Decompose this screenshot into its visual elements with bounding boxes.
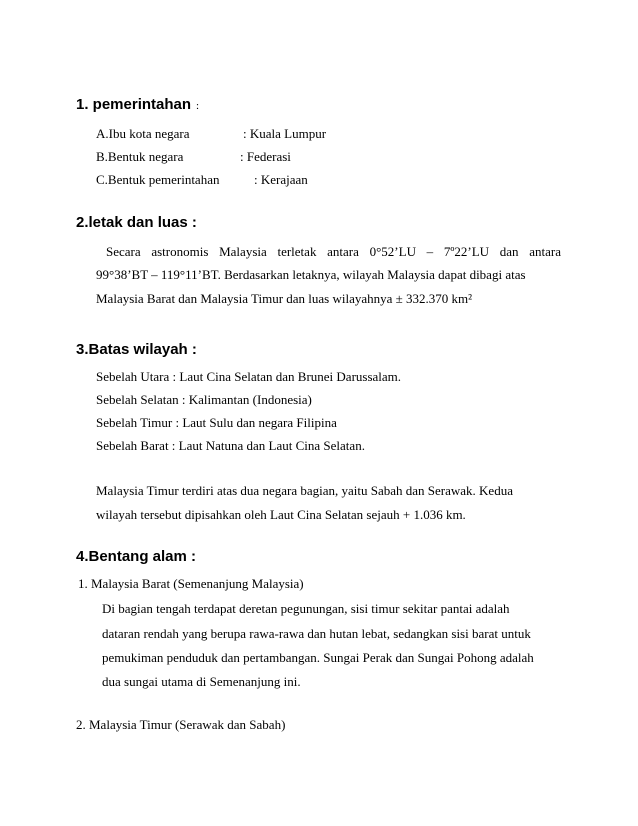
border-east: Sebelah Timur : Laut Sulu dan negara Filipina bbox=[96, 415, 337, 430]
row-label-ibu-kota: A.Ibu kota negara bbox=[96, 126, 190, 141]
row-value-ibu-kota: : Kuala Lumpur bbox=[243, 126, 327, 141]
border-north: Sebelah Utara : Laut Cina Selatan dan Brunei Darussalam. bbox=[96, 369, 402, 384]
section-3-paragraph-line-2: wilayah tersebut dipisahkan oleh Laut Cina Selatan sejauh + 1.036 km. bbox=[96, 507, 466, 522]
border-west: Sebelah Barat : Laut Natuna dan Laut Cina Selatan. bbox=[96, 438, 365, 453]
section-2-line-3: Malaysia Barat dan Malaysia Timur dan luas wilayahnya ± 332.370 km² bbox=[96, 291, 473, 306]
malaysia-barat-line-2: dataran rendah yang berupa rawa-rawa dan hutan lebat, sedangkan sisi barat untuk bbox=[102, 626, 531, 641]
row-label-bentuk-pemerintahan: C.Bentuk pemerintahan bbox=[96, 172, 220, 187]
malaysia-barat-line-4: dua sungai utama di Semenanjung ini. bbox=[102, 674, 301, 689]
row-value-bentuk-negara: : Federasi bbox=[240, 149, 291, 164]
section-4-title: 4.Bentang alam : bbox=[76, 548, 197, 565]
section-1-heading bbox=[76, 96, 199, 113]
malaysia-barat-line-3: pemukiman penduduk dan pertambangan. Sungai Perak dan Sungai Pohong adalah bbox=[102, 650, 534, 665]
section-1-title-colon: : bbox=[196, 100, 200, 112]
section-3-title: 3.Batas wilayah : bbox=[76, 341, 197, 358]
subsection-malaysia-timur-title: 2. Malaysia Timur (Serawak dan Sabah) bbox=[76, 717, 286, 732]
section-2-line-2: 99°38’BT – 119°11’BT. Berdasarkan letaknya, wilayah Malaysia dapat dibagi atas bbox=[96, 267, 526, 282]
row-label-bentuk-negara: B.Bentuk negara bbox=[96, 149, 184, 164]
section-2-line-1: Secara astronomis Malaysia terletak antara 0°52’LU – 7º22’LU dan antara bbox=[106, 244, 561, 259]
subsection-malaysia-barat-title: 1. Malaysia Barat (Semenanjung Malaysia) bbox=[78, 576, 304, 591]
section-1-title: 1. pemerintahan bbox=[76, 96, 192, 113]
section-2-title: 2.letak dan luas : bbox=[76, 214, 197, 231]
malaysia-barat-line-1: Di bagian tengah terdapat deretan pegunungan, sisi timur sekitar pantai adalah bbox=[102, 601, 510, 616]
section-3-paragraph-line-1: Malaysia Timur terdiri atas dua negara bagian, yaitu Sabah dan Serawak. Kedua bbox=[96, 483, 513, 498]
row-value-bentuk-pemerintahan: : Kerajaan bbox=[254, 172, 308, 187]
border-south: Sebelah Selatan : Kalimantan (Indonesia) bbox=[96, 392, 312, 407]
